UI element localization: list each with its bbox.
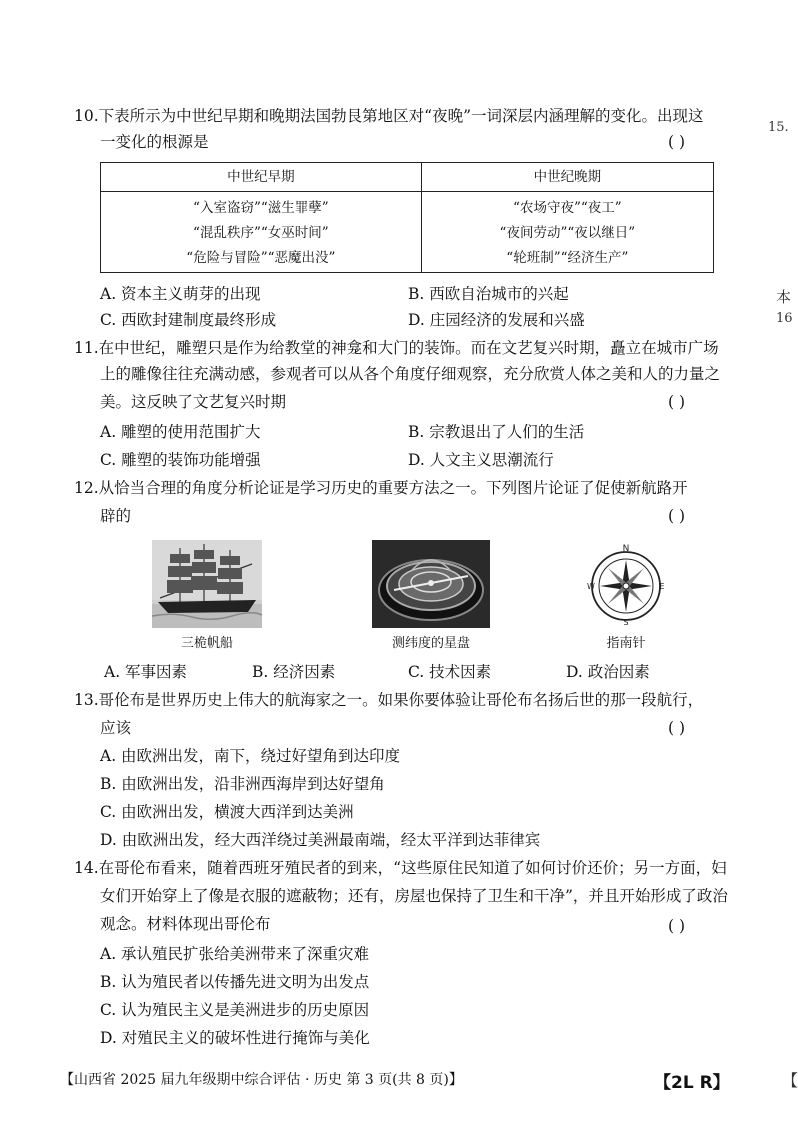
- table-header: 中世纪早期: [101, 163, 422, 192]
- q11-option-d[interactable]: D. 人文主义思潮流行: [408, 451, 554, 469]
- table-header-row: [101, 163, 714, 192]
- edge-mark-middle: 本: [776, 288, 792, 306]
- compass-caption: 指南针: [606, 636, 646, 651]
- compass-rose-image: [586, 542, 666, 626]
- q13-option-b[interactable]: B. 由欧洲出发，沿非洲西海岸到达好望角: [100, 775, 385, 793]
- q13-option-c[interactable]: C. 由欧洲出发，横渡大西洋到达美洲: [100, 803, 354, 821]
- q14-answer-paren: ( ): [668, 917, 686, 935]
- table-cell: [101, 192, 422, 273]
- q13-stem-line2: 应该: [100, 719, 132, 737]
- q10-option-a[interactable]: A. 资本主义萌芽的出现: [100, 285, 261, 303]
- q13-answer-paren: ( ): [668, 719, 686, 737]
- q14-option-b[interactable]: B. 认为殖民者以传播先进文明为出发点: [100, 973, 370, 991]
- q12-option-b[interactable]: B. 经济因素: [252, 663, 336, 681]
- table-cell-line: “夜间劳动”“夜以继日”: [499, 225, 636, 241]
- table-cell-line: “入室盗窃”“滋生罪孽”: [193, 200, 329, 216]
- compass-letter-w: W: [587, 582, 595, 591]
- q11-stem-line1: 11.在中世纪，雕塑只是作为给教堂的神龛和大门的装饰。而在文艺复兴时期，矗立在城市广场: [74, 339, 719, 357]
- compass-letter-s: S: [623, 618, 629, 627]
- astrolabe-caption: 测纬度的星盘: [391, 636, 470, 651]
- q14-stem-line3: 观念。材料体现出哥伦布: [100, 915, 271, 933]
- q10-stem-line2: 一变化的根源是: [100, 133, 209, 151]
- table-cell-line: “轮班制”“经济生产”: [506, 250, 629, 266]
- table-cell-line: “危险与冒险”“恶魔出没”: [186, 250, 336, 266]
- q13-stem-line1: 13.哥伦布是世界历史上伟大的航海家之一。如果你要体验让哥伦布名扬后世的那一段航行，: [74, 691, 704, 709]
- q11-stem-line3: 美。这反映了文艺复兴时期: [100, 393, 287, 411]
- ship-caption: 三桅帆船: [180, 636, 233, 651]
- q14-option-c[interactable]: C. 认为殖民主义是美洲进步的历史原因: [100, 1001, 370, 1019]
- q10-option-c[interactable]: C. 西欧封建制度最终形成: [100, 311, 277, 329]
- q10-option-d[interactable]: D. 庄园经济的发展和兴盛: [408, 311, 585, 329]
- q11-option-b[interactable]: B. 宗教退出了人们的生活: [408, 423, 585, 441]
- q11-option-a[interactable]: A. 雕塑的使用范围扩大: [100, 423, 261, 441]
- edge-mark-top: 15.: [768, 120, 789, 135]
- table-cell-line: “农场守夜”“夜工”: [513, 200, 622, 216]
- q12-stem-line1: 12.从恰当合理的角度分析论证是学习历史的重要方法之一。下列图片论证了促使新航路开: [74, 479, 688, 497]
- q14-option-a[interactable]: A. 承认殖民扩张给美洲带来了深重灾难: [100, 945, 370, 963]
- table-row: [101, 192, 714, 273]
- q11-stem-line2: 上的雕像往往充满动感，参观者可以从各个角度仔细观察，充分欣赏人体之美和人的力量之: [100, 365, 721, 383]
- q10-table: [100, 162, 714, 273]
- three-masted-ship-image: [152, 540, 262, 628]
- q14-stem-line1: 14.在哥伦布看来，随着西班牙殖民者的到来，“这些原住民知道了如何讨价还价；另一方面，妇: [74, 859, 727, 877]
- compass-letter-n: N: [622, 544, 630, 554]
- q12-option-a[interactable]: A. 军事因素: [104, 663, 188, 681]
- q11-answer-paren: ( ): [668, 393, 686, 411]
- q10-answer-paren: ( ): [668, 133, 686, 151]
- edge-mark-number: 16: [776, 311, 793, 326]
- q12-option-d[interactable]: D. 政治因素: [566, 663, 650, 681]
- table-cell-line: “混乱秩序”“女巫时间”: [193, 225, 329, 241]
- astrolabe-image: [372, 540, 490, 628]
- q14-stem-line2: 女们开始穿上了像是衣服的遮蔽物；还有，房屋也保持了卫生和干净”，并且开始形成了政治: [100, 887, 728, 905]
- page-footer: 【山西省 2025 届九年级期中综合评估 · 历史 第 3 页(共 8 页)】: [60, 1072, 463, 1088]
- q10-stem-line1: 10.下表所示为中世纪早期和晚期法国勃艮第地区对“夜晚”一词深层内涵理解的变化。出现这: [74, 107, 704, 125]
- q13-option-d[interactable]: D. 由欧洲出发，经大西洋绕过美洲最南端，经太平洋到达菲律宾: [100, 831, 541, 849]
- q12-option-c[interactable]: C. 技术因素: [408, 663, 492, 681]
- edge-mark-bottom: 【: [782, 1071, 798, 1090]
- compass-letter-e: E: [659, 582, 665, 591]
- q10-option-b[interactable]: B. 西欧自治城市的兴起: [408, 285, 569, 303]
- table-cell: [421, 192, 713, 273]
- q12-answer-paren: ( ): [668, 507, 686, 525]
- q12-stem-line2: 辟的: [100, 507, 132, 525]
- q13-option-a[interactable]: A. 由欧洲出发，南下，绕过好望角到达印度: [100, 747, 401, 765]
- paper-code-badge: 【2L R】: [654, 1073, 730, 1093]
- table-header: 中世纪晚期: [421, 163, 713, 192]
- q14-option-d[interactable]: D. 对殖民主义的破坏性进行掩饰与美化: [100, 1029, 370, 1047]
- q11-option-c[interactable]: C. 雕塑的装饰功能增强: [100, 451, 261, 469]
